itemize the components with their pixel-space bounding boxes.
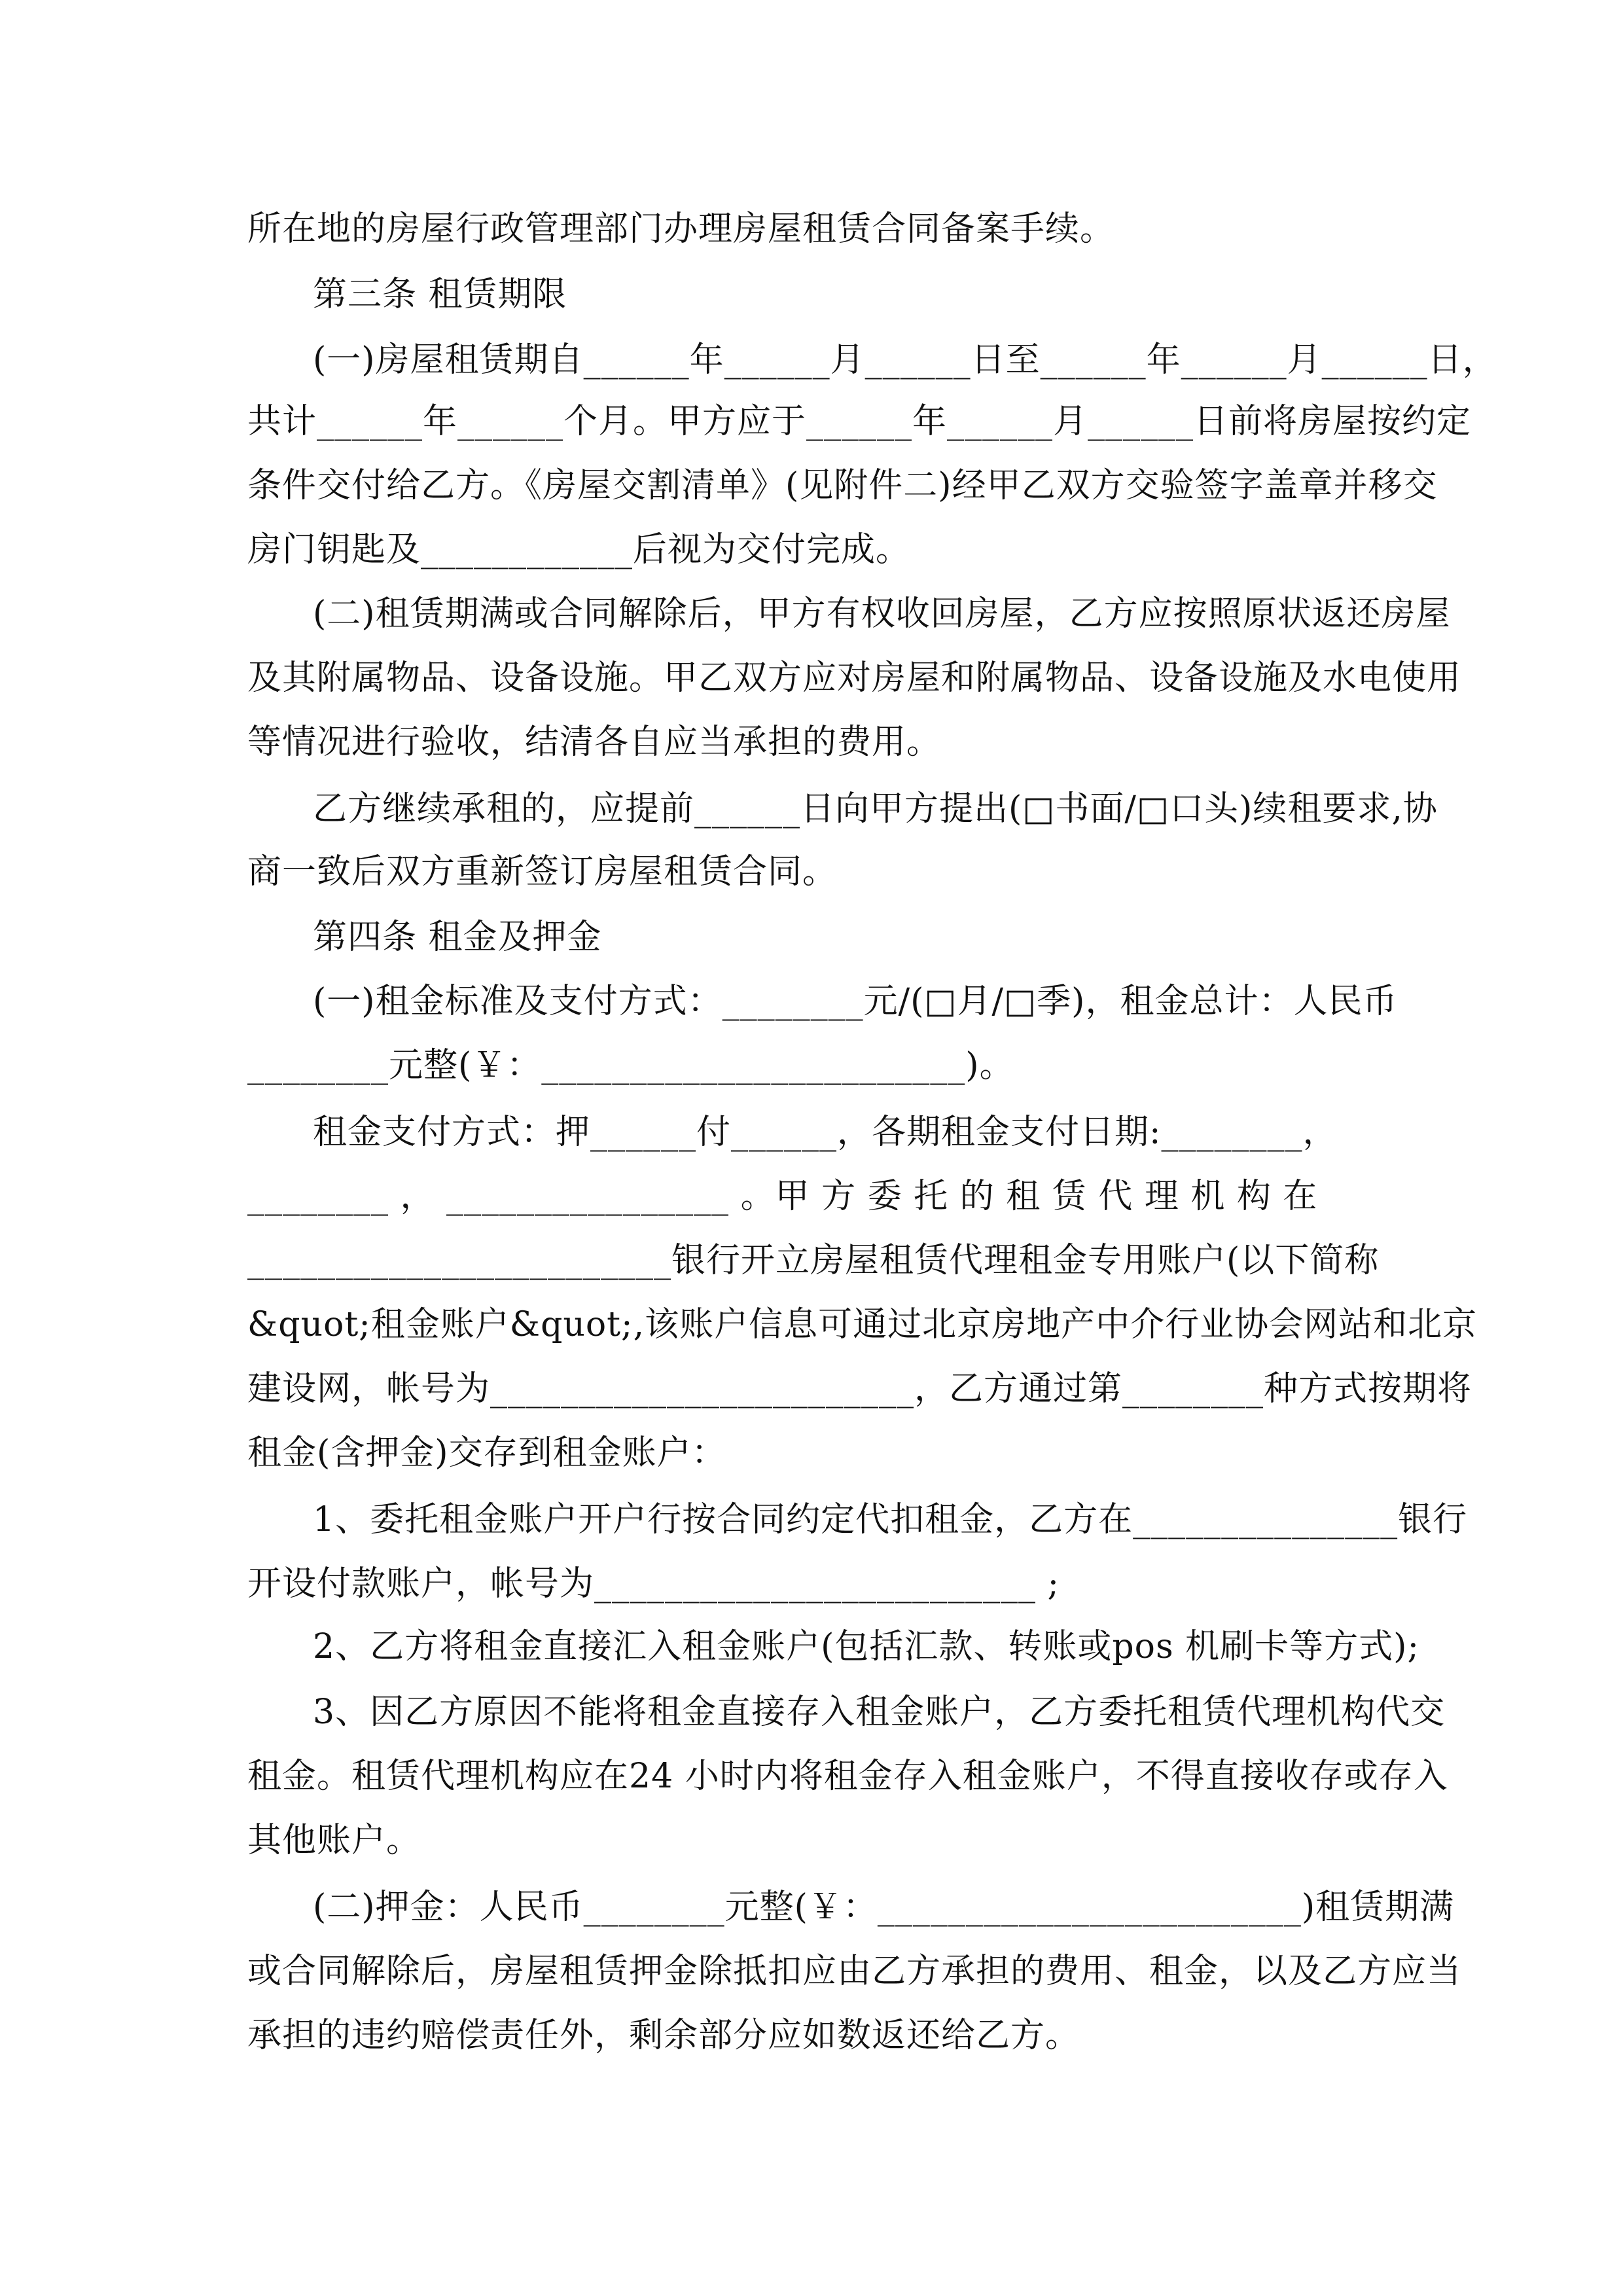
paragraph-line: 租金支付方式：押______付______，各期租金支付日期:________， <box>313 1113 1338 1152</box>
paragraph-line: 租金。租赁代理机构应在24 小时内将租金存入租金账户，不得直接收存或存入 <box>247 1757 1448 1796</box>
paragraph-line: ________元整(￥：________________________)。 <box>247 1046 1014 1085</box>
paragraph-line: ________ ， ________________ 。甲 方 委 托 的 租 赁 代 理 机 构 在 <box>247 1177 1318 1216</box>
paragraph-line: 建设网，帐号为________________________，乙方通过第________种方式按期将 <box>247 1369 1472 1408</box>
paragraph-line: 房门钥匙及____________后视为交付完成。 <box>247 530 911 569</box>
paragraph-line: (二)押金：人民币________元整(￥：________________________)租赁期满 <box>313 1888 1455 1927</box>
paragraph-line: 开设付款账户，帐号为_________________________ ; <box>247 1564 1060 1604</box>
paragraph-line: 3、因乙方原因不能将租金直接存入租金账户，乙方委托租赁代理机构代交 <box>313 1693 1446 1732</box>
paragraph-line: 1、委托租金账户开户行按合同约定代扣租金，乙方在_______________银行 <box>313 1500 1468 1539</box>
paragraph-line: 商一致后双方重新签订房屋租赁合同。 <box>247 852 838 891</box>
paragraph-line: 乙方继续承租的，应提前______日向甲方提出(□书面/□口头)续租要求,协 <box>313 789 1438 829</box>
paragraph-line: (二)租赁期满或合同解除后，甲方有权收回房屋，乙方应按照原状返还房屋 <box>313 594 1451 634</box>
paragraph-line: 2、乙方将租金直接汇入租金账户(包括汇款、转账或pos 机刷卡等方式); <box>313 1627 1419 1666</box>
paragraph-line: 等情况进行验收，结清各自应当承担的费用。 <box>247 723 942 762</box>
section-heading: 第四条 租金及押金 <box>313 918 602 957</box>
section-heading: 第三条 租赁期限 <box>313 275 567 314</box>
paragraph-line: 共计______年______个月。甲方应于______年______月______日前将房屋按约定 <box>247 402 1472 441</box>
paragraph-line: 或合同解除后，房屋租赁押金除抵扣应由乙方承担的费用、租金，以及乙方应当 <box>247 1952 1462 1991</box>
paragraph-line: (一)房屋租赁期自______年______月______日至______年______月______日， <box>313 340 1497 380</box>
paragraph-line: 及其附属物品、设备设施。甲乙双方应对房屋和附属物品、设备设施及水电使用 <box>247 658 1462 698</box>
paragraph-line: 承担的违约赔偿责任外，剩余部分应如数返还给乙方。 <box>247 2016 1080 2055</box>
paragraph-line: 条件交付给乙方。《房屋交割清单》(见附件二)经甲乙双方交验签字盖章并移交 <box>247 466 1438 505</box>
paragraph-line: 其他账户。 <box>247 1821 421 1860</box>
paragraph-line: &quot;租金账户&quot;,该账户信息可通过北京房地产中介行业协会网站和北京 <box>247 1305 1478 1344</box>
paragraph-line: ________________________银行开立房屋租赁代理租金专用账户(以下简称 <box>247 1241 1380 1280</box>
paragraph-line: 租金(含押金)交存到租金账户： <box>247 1433 726 1473</box>
paragraph-line: 所在地的房屋行政管理部门办理房屋租赁合同备案手续。 <box>247 209 1115 249</box>
paragraph-line: (一)租金标准及支付方式：________元/(□月/□季)，租金总计：人民币 <box>313 982 1398 1021</box>
